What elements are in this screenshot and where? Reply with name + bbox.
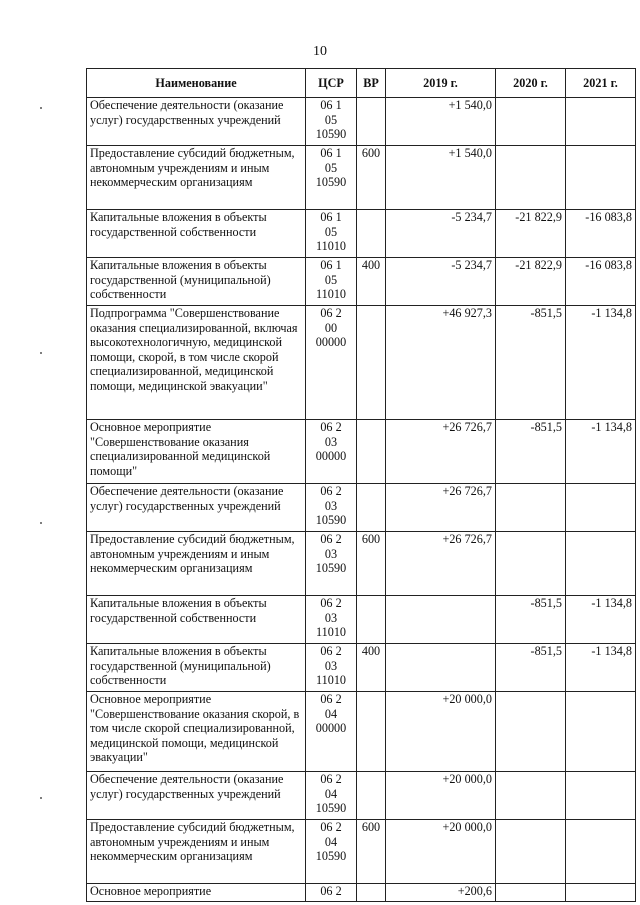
row-value-2020 (496, 146, 566, 210)
row-csr-part: 06 1 (320, 258, 342, 272)
row-csr-part: 06 1 (320, 98, 342, 112)
row-value-2021 (566, 532, 636, 596)
row-value-2020: -851,5 (496, 596, 566, 644)
scan-speck (40, 107, 42, 109)
row-value-2021: -1 134,8 (566, 644, 636, 692)
row-value-2019: +26 726,7 (386, 532, 496, 596)
table-row (87, 532, 636, 596)
header-2021: 2021 г. (566, 69, 636, 98)
row-csr-part: 03 (324, 434, 338, 449)
row-vr (357, 692, 386, 772)
row-value-2019: -5 234,7 (386, 210, 496, 258)
row-value-2019: +20 000,0 (386, 772, 496, 820)
table-row (87, 306, 636, 420)
row-value-2020: -851,5 (496, 306, 566, 420)
table-row (87, 146, 636, 210)
row-csr-part: 06 2 (320, 692, 342, 706)
row-value-2021: -1 134,8 (566, 596, 636, 644)
row-name: Предоставление субсидий бюджетным, автономным учреждениям и иным некоммерческим организациям (87, 146, 306, 210)
row-vr (357, 420, 386, 484)
row-name: Обеспечение деятельности (оказание услуг) государственных учреждений (87, 772, 306, 820)
header-vr: ВР (357, 69, 386, 98)
table-row (87, 820, 636, 884)
table-row (87, 884, 636, 902)
row-csr (306, 210, 357, 258)
row-name: Капитальные вложения в объекты государственной собственности (87, 596, 306, 644)
row-value-2019: +1 540,0 (386, 98, 496, 146)
row-name: Обеспечение деятельности (оказание услуг) государственных учреждений (87, 484, 306, 532)
row-csr-part: 06 2 (320, 820, 342, 834)
row-csr-part: 03 (324, 498, 338, 513)
row-value-2019: +46 927,3 (386, 306, 496, 420)
row-name: Обеспечение деятельности (оказание услуг) государственных учреждений (87, 98, 306, 146)
row-csr-part: 06 2 (320, 772, 342, 786)
row-vr: 400 (357, 258, 386, 306)
header-2019: 2019 г. (386, 69, 496, 98)
row-csr (306, 258, 357, 306)
row-value-2021 (566, 484, 636, 532)
row-value-2020 (496, 692, 566, 772)
row-vr (357, 98, 386, 146)
row-csr (306, 420, 357, 484)
row-csr-part: 06 2 (320, 306, 342, 320)
row-name: Основное мероприятие "Совершенствование оказания скорой, в том числе скорой специализированной, медицинской помощи, медицинской эвакуации" (87, 692, 306, 772)
page-number: 10 (313, 44, 327, 59)
row-csr (306, 772, 357, 820)
table-row (87, 210, 636, 258)
row-csr (306, 532, 357, 596)
row-vr (357, 596, 386, 644)
row-csr (306, 306, 357, 420)
row-csr (306, 98, 357, 146)
row-csr-part: 00000 (315, 335, 347, 350)
row-value-2020 (496, 484, 566, 532)
row-value-2019: +20 000,0 (386, 820, 496, 884)
table-row (87, 258, 636, 306)
row-name: Предоставление субсидий бюджетным, автономным учреждениям и иным некоммерческим организациям (87, 532, 306, 596)
row-csr-part: 06 2 (320, 420, 342, 434)
row-value-2021: -1 134,8 (566, 306, 636, 420)
row-csr-part: 10590 (315, 801, 347, 816)
row-csr-part: 10590 (315, 849, 347, 864)
row-value-2021: -16 083,8 (566, 258, 636, 306)
row-value-2020: -851,5 (496, 420, 566, 484)
table-row (87, 772, 636, 820)
row-value-2021 (566, 146, 636, 210)
table-row (87, 596, 636, 644)
row-csr-part: 04 (324, 834, 338, 849)
row-csr (306, 644, 357, 692)
row-csr-part: 11010 (315, 287, 347, 302)
row-csr-part: 05 (324, 224, 338, 239)
row-csr-part: 05 (324, 112, 338, 127)
header-csr: ЦСР (306, 69, 357, 98)
row-value-2021 (566, 692, 636, 772)
row-csr-part: 06 2 (320, 596, 342, 610)
row-value-2020 (496, 532, 566, 596)
row-value-2020: -21 822,9 (496, 258, 566, 306)
row-csr-part: 11010 (315, 239, 347, 254)
row-csr-part: 00 (324, 320, 338, 335)
row-csr (306, 820, 357, 884)
row-csr-part: 05 (324, 272, 338, 287)
scan-speck (40, 797, 42, 799)
row-vr (357, 772, 386, 820)
row-vr: 600 (357, 820, 386, 884)
row-name: Основное мероприятие (87, 884, 306, 902)
table-body (87, 98, 636, 902)
row-value-2019: +200,6 (386, 884, 496, 902)
row-csr-part: 10590 (315, 175, 347, 190)
row-vr: 400 (357, 644, 386, 692)
row-value-2019: -5 234,7 (386, 258, 496, 306)
row-value-2021: -1 134,8 (566, 420, 636, 484)
row-name: Подпрограмма "Совершенствование оказания специализированной, включая высокотехнологичную, медицинской помощи, скорой, в том числе скорой специализированной, медицинской помощи, медицинской эвакуации" (87, 306, 306, 420)
row-csr-part: 04 (324, 786, 338, 801)
row-csr-part: 11010 (315, 625, 347, 640)
row-value-2019 (386, 596, 496, 644)
row-csr-part: 10590 (315, 561, 347, 576)
row-value-2019: +26 726,7 (386, 484, 496, 532)
row-value-2019 (386, 644, 496, 692)
row-value-2021 (566, 820, 636, 884)
row-csr-part: 06 2 (320, 644, 342, 658)
row-value-2019: +26 726,7 (386, 420, 496, 484)
row-vr (357, 210, 386, 258)
row-csr-part: 03 (324, 658, 338, 673)
row-name: Капитальные вложения в объекты государственной (муниципальной) собственности (87, 644, 306, 692)
row-name: Капитальные вложения в объекты государственной собственности (87, 210, 306, 258)
row-csr-part: 10590 (315, 513, 347, 528)
row-name: Капитальные вложения в объекты государственной (муниципальной) собственности (87, 258, 306, 306)
row-csr-part: 03 (324, 546, 338, 561)
row-name: Основное мероприятие "Совершенствование оказания специализированной медицинской помощи" (87, 420, 306, 484)
row-vr (357, 884, 386, 902)
row-value-2021 (566, 98, 636, 146)
row-value-2020 (496, 772, 566, 820)
row-csr-part: 06 2 (320, 884, 342, 898)
table-row (87, 644, 636, 692)
row-value-2019: +20 000,0 (386, 692, 496, 772)
row-value-2021 (566, 884, 636, 902)
row-value-2021 (566, 772, 636, 820)
row-csr-part: 06 2 (320, 532, 342, 546)
row-csr (306, 596, 357, 644)
row-vr (357, 484, 386, 532)
table-row (87, 484, 636, 532)
row-value-2020 (496, 98, 566, 146)
row-csr-part: 06 1 (320, 146, 342, 160)
table-row (87, 420, 636, 484)
row-csr (306, 884, 357, 902)
row-csr (306, 484, 357, 532)
scan-speck (40, 522, 42, 524)
row-csr (306, 692, 357, 772)
row-value-2019: +1 540,0 (386, 146, 496, 210)
row-value-2020 (496, 884, 566, 902)
row-csr-part: 06 1 (320, 210, 342, 224)
row-csr-part: 04 (324, 706, 338, 721)
row-value-2020 (496, 820, 566, 884)
header-2020: 2020 г. (496, 69, 566, 98)
row-name: Предоставление субсидий бюджетным, автономным учреждениям и иным некоммерческим организациям (87, 820, 306, 884)
row-csr-part: 06 2 (320, 484, 342, 498)
row-csr-part: 10590 (315, 127, 347, 142)
scan-speck (40, 352, 42, 354)
row-csr-part: 00000 (315, 449, 347, 464)
row-value-2021: -16 083,8 (566, 210, 636, 258)
table-row (87, 98, 636, 146)
row-csr-part: 11010 (315, 673, 347, 688)
table-row (87, 692, 636, 772)
row-csr-part: 03 (324, 610, 338, 625)
table-header-row (87, 69, 636, 98)
row-value-2020: -851,5 (496, 644, 566, 692)
row-vr: 600 (357, 532, 386, 596)
row-value-2020: -21 822,9 (496, 210, 566, 258)
row-vr: 600 (357, 146, 386, 210)
row-vr (357, 306, 386, 420)
header-name: Наименование (87, 69, 306, 98)
row-csr (306, 146, 357, 210)
budget-table (86, 68, 636, 902)
row-csr-part: 00000 (315, 721, 347, 736)
row-csr-part: 05 (324, 160, 338, 175)
